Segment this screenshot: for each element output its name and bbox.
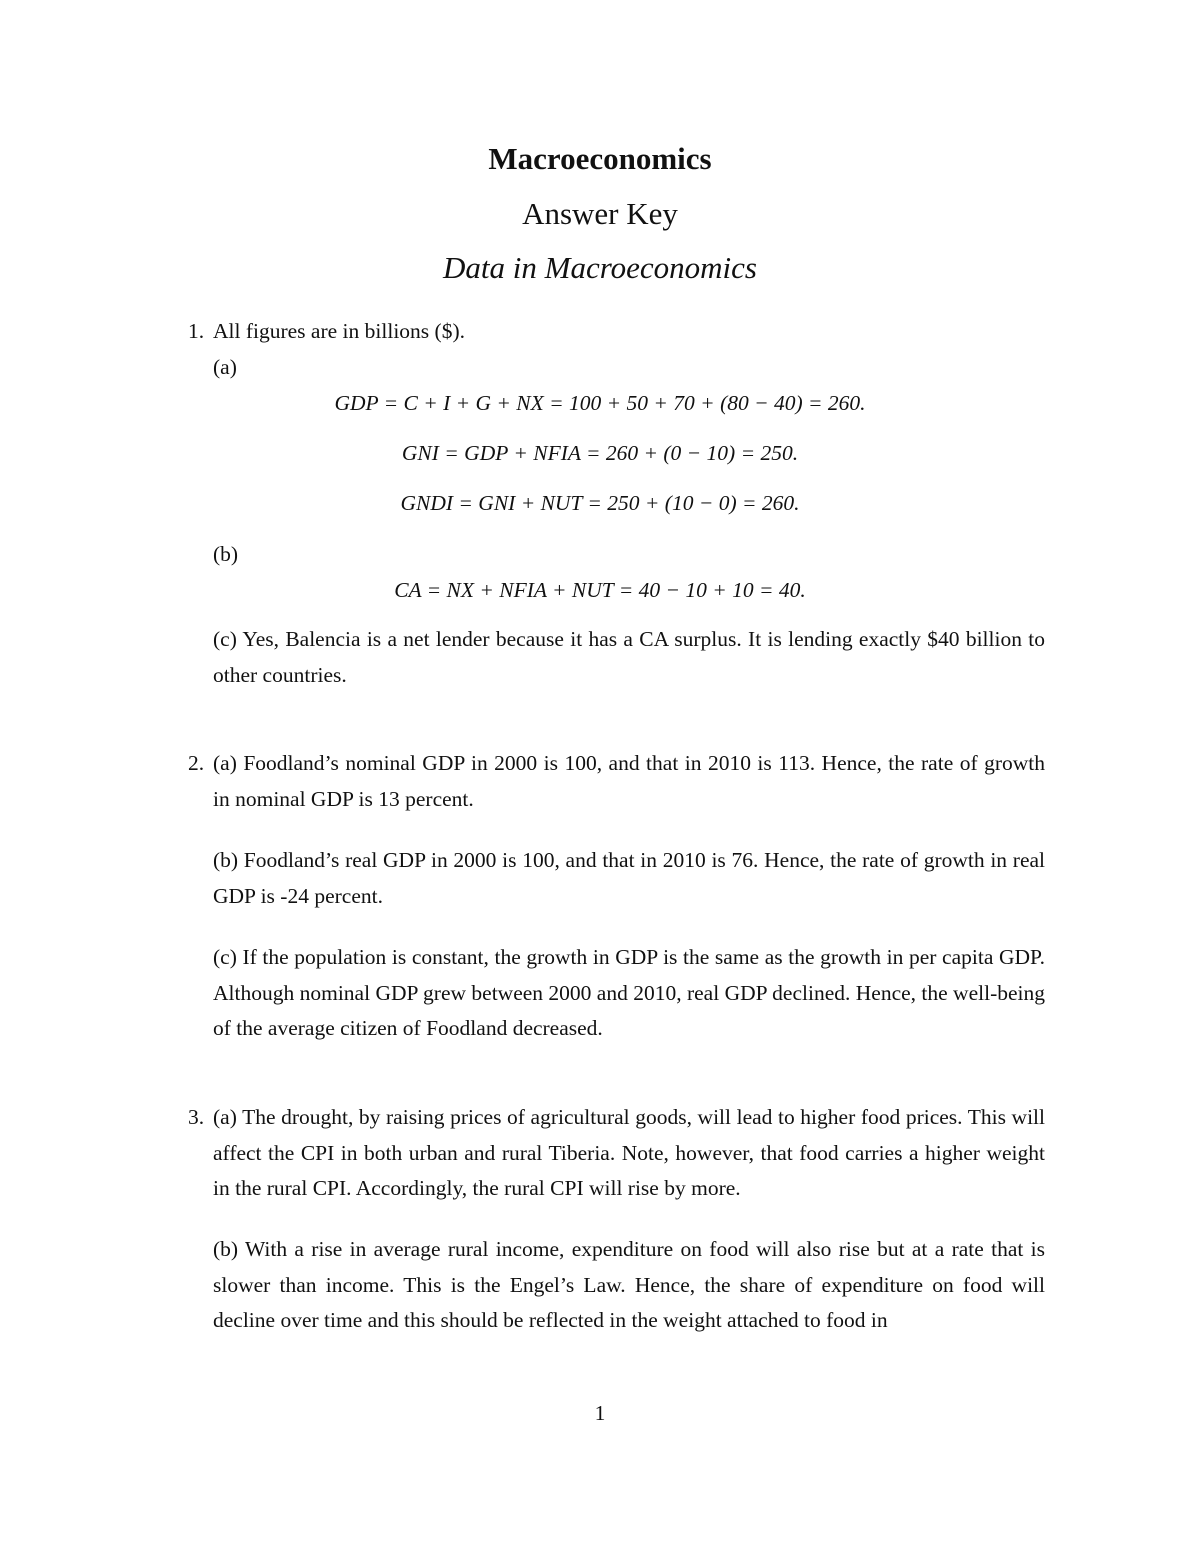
- question-3-part-a: (a) The drought, by raising prices of agricultural goods, will lead to higher food prices. This will affect the CPI in both urban and rural Tiberia. Note, however, that food carries a higher weight in the rural CPI. Accordingly, the rural CPI will rise by more.: [213, 1105, 1045, 1200]
- question-2-number: 2.: [188, 751, 205, 775]
- question-2-part-c: (c) If the population is constant, the growth in GDP is the same as the growth in per capita GDP. Although nominal GDP grew between 2000 and 2010, real GDP declined. Hence, the well-being of the average citizen of Foodland decreased.: [213, 945, 1045, 1040]
- document-topic: Data in Macroeconomics: [443, 250, 757, 285]
- question-1-intro: All figures are in billions ($).: [213, 319, 465, 343]
- question-1-part-c: (c) Yes, Balencia is a net lender because it has a CA surplus. It is lending exactly $40 billion to other countries.: [213, 627, 1045, 687]
- equation-gni: GNI = GDP + NFIA = 260 + (0 − 10) = 250.: [401, 441, 799, 465]
- question-2-part-a: (a) Foodland’s nominal GDP in 2000 is 100, and that in 2010 is 113. Hence, the rate of growth in nominal GDP is 13 percent.: [213, 751, 1045, 811]
- question-3-part-b: (b) With a rise in average rural income, expenditure on food will also rise but at a rate that is slower than income. This is the Engel’s Law. Hence, the share of expenditure on food will decline over time and this should be reflected in the weight attached to food in: [213, 1237, 1045, 1332]
- equation-ca: CA = NX + NFIA + NUT = 40 − 10 + 10 = 40.: [394, 578, 806, 602]
- page-number: 1: [594, 1401, 606, 1425]
- equation-gdp: GDP = C + I + G + NX = 100 + 50 + 70 + (80 − 40) = 260.: [334, 391, 866, 415]
- document-subtitle: Answer Key: [522, 196, 678, 231]
- document-title: Macroeconomics: [488, 141, 712, 176]
- question-2-part-b: (b) Foodland’s real GDP in 2000 is 100, and that in 2010 is 76. Hence, the rate of growth in real GDP is -24 percent.: [213, 848, 1045, 908]
- question-3-number: 3.: [188, 1105, 205, 1129]
- question-1-number: 1.: [188, 319, 205, 343]
- question-1-label-a: (a): [213, 355, 237, 379]
- equation-gndi: GNDI = GNI + NUT = 250 + (10 − 0) = 260.: [400, 491, 800, 515]
- question-1-label-b: (b): [213, 542, 239, 566]
